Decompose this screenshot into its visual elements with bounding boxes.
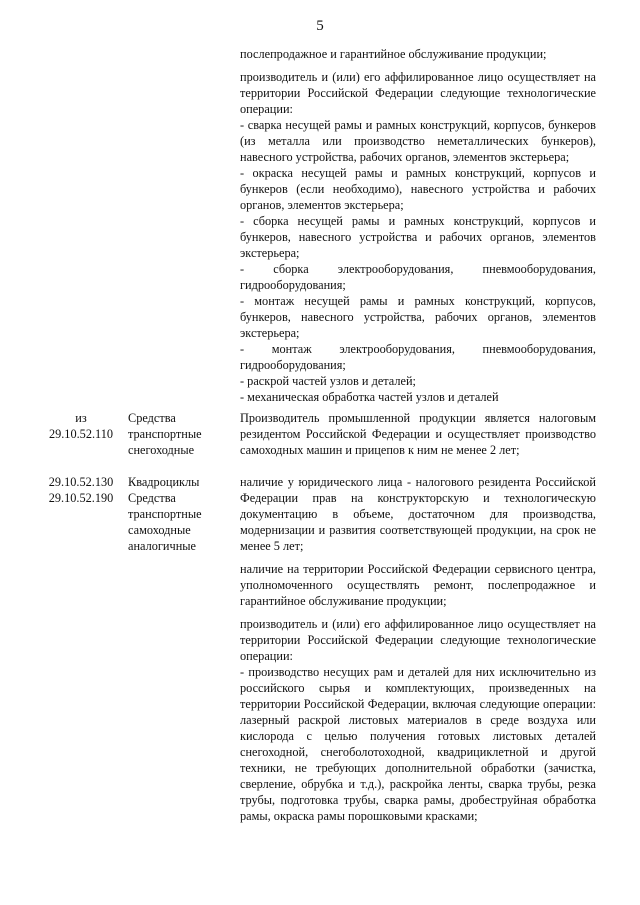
page-number: 5 [316, 18, 324, 34]
requirement-paragraph: производитель и (или) его аффилированное лицо осуществляет на территории Российской Федерации следующие технологические операции: - производство несущих рам и деталей для них исключительно из российского сырья и комплектующих, произведенных на территории Российской Федерации, включая следующие операции: лазерный раскрой листовых материалов в среде воздуха или кислорода с целью получения готовых листовых деталей снегоходной, снегоболотоходной, квадрициклетной и другой техники, не требующих дополнительной обработки (зачистка, сверление, обрубка и т.д.), раскройка ленты, сварка трубы, резка трубы, подготовка трубы, сварка рамы, дробеструйная обработка рамы, окраска рамы порошковыми красками; [240, 617, 596, 823]
requirement-paragraph: производитель и (или) его аффилированное лицо осуществляет на территории Российской Федерации следующие технологические операции: - сварка несущей рамы и рамных конструкций, корпусов, бункеров (из металла или производство неметаллических бункеров), навесного устройства, рабочих органов, элементов экстерьера; - окраска несущей рамы и рамных конструкций, корпусов и бункеров (если необходимо), навесного устройства и рабочих органов, элементов экстерьера; - сборка несущей рамы и рамных конструкций, корпусов и бункеров, навесного устройства и рабочих органов, элементов экстерьера; - сборка электрооборудования, пневмооборудования, гидрооборудования; - монтаж несущей рамы и рамных конструкций, корпусов, бункеров, навесного устройства, рабочих органов, элементов экстерьера; - монтаж электрооборудования, пневмооборудования, гидрооборудования; - раскрой частей узлов и деталей; - механическая обработка частей узлов и деталей [240, 70, 596, 404]
continuation-requirements [240, 46, 596, 405]
product-name: Средства транспортные снегоходные [128, 411, 202, 457]
requirement-paragraph: наличие у юридического лица - налогового резидента Российской Федерации прав на конструкторскую и технологическую документацию в объеме, достаточном для производства, модернизации и развития соответствующей продукции, на срок не менее 5 лет; [240, 475, 596, 553]
okpd-code: из 29.10.52.110 [48, 411, 114, 441]
requirement-paragraph: Производитель промышленной продукции является налоговым резидентом Российской Федерации и осуществляет производство самоходных машин и прицепов к ним не менее 2 лет; [240, 411, 596, 457]
row-requirements [240, 474, 596, 824]
okpd-code: 29.10.52.130 29.10.52.190 [48, 475, 114, 505]
requirement-paragraph: наличие на территории Российской Федерации сервисного центра, уполномоченного осуществлять ремонт, послепродажное и гарантийное обслуживание продукции; [240, 562, 596, 608]
product-name: Квадроциклы Средства транспортные самоходные аналогичные [128, 475, 202, 553]
requirement-paragraph: послепродажное и гарантийное обслуживание продукции; [240, 47, 547, 61]
row-requirements [240, 410, 596, 458]
